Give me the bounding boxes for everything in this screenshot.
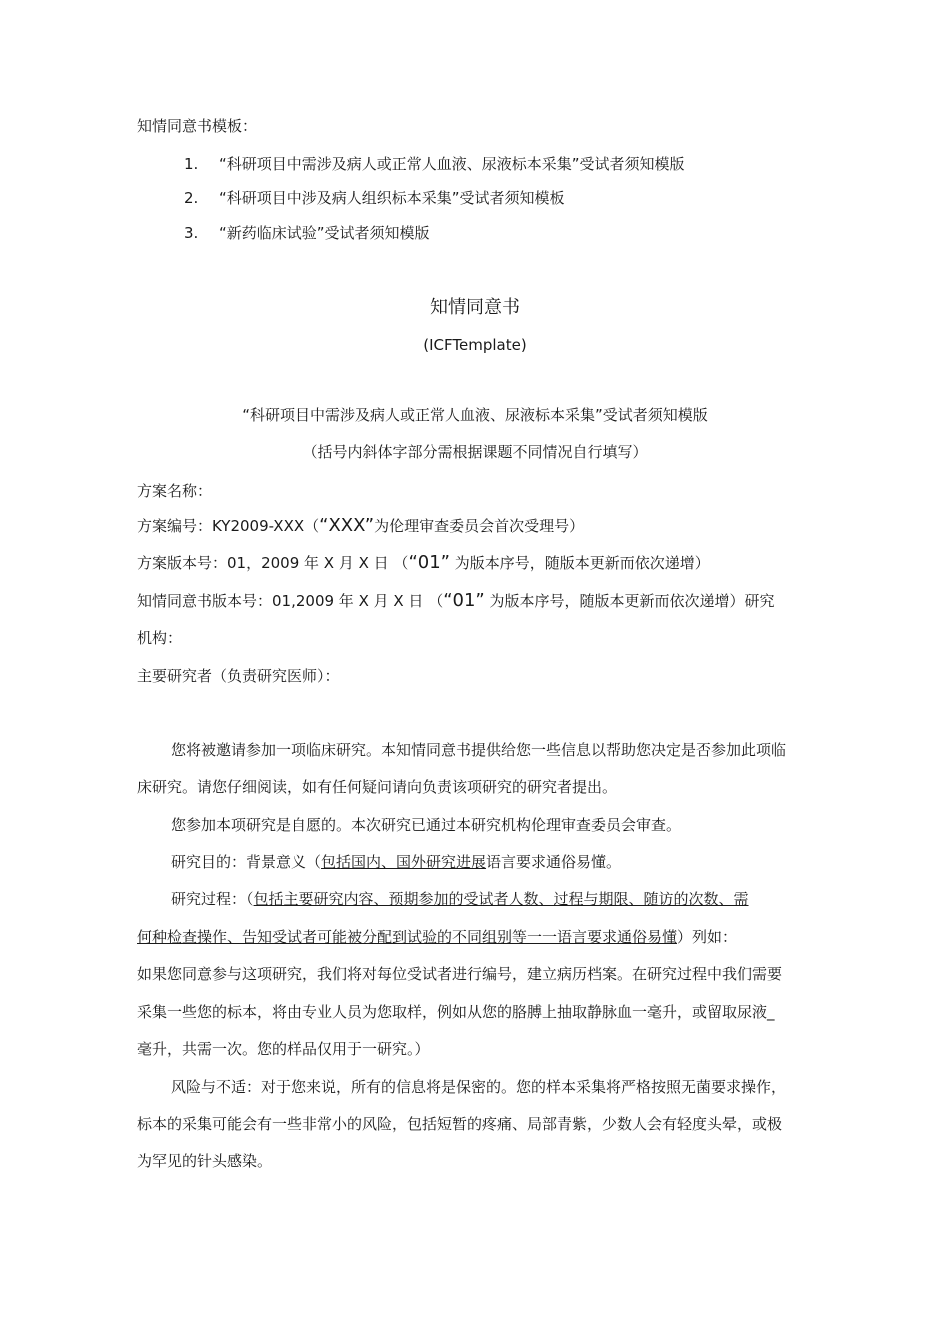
research-process-placeholder: 包括主要研究内容、预期参加的受试者人数、过程与期限、随访的次数、需 — [253, 890, 749, 908]
document-subtitle: (ICFTemplate) — [423, 336, 527, 354]
section-title: “科研项目中需涉及病人或正常人血液、尿液标本采集”受试者须知模版 — [242, 406, 708, 424]
icf-version-note: 为版本序号，随版本更新而依次递增）研究 — [484, 592, 775, 610]
research-purpose-label: 研究目的：背景意义（ — [171, 853, 322, 871]
research-process-cont — [137, 927, 737, 947]
section-note: （括号内斜体字部分需根据课题不同情况自行填写） — [302, 443, 648, 461]
body-paragraph-cont: 毫升，共需一次。您的样品仅用于一研究。） — [137, 1040, 430, 1058]
templates-heading: 知情同意书模板： — [137, 117, 258, 135]
body-paragraph-cont: 如果您同意参与这项研究，我们将对每位受试者进行编号，建立病历档案。在研究过程中我们需要 — [137, 965, 783, 983]
research-process-placeholder-cont: 何种检查操作、告知受试者可能被分配到试验的不同组别等一一语言要求通俗易懂 — [137, 928, 678, 946]
research-process-example-label: ）列如： — [677, 928, 738, 946]
list-item-text: “科研项目中需涉及病人或正常人血液、尿液标本采集”受试者须知模版 — [219, 155, 685, 173]
risk-paragraph: 风险与不适：对于您来说，所有的信息将是保密的。您的样本采集将严格按照无菌要求操作， — [171, 1078, 787, 1096]
research-process-label: 研究过程：（ — [171, 890, 254, 908]
body-paragraph: 您参加本项研究是自愿的。本次研究已通过本研究机构伦理审查委员会审查。 — [171, 816, 682, 834]
document-title: 知情同意书 — [430, 297, 520, 318]
body-paragraph-cont: 床研究。请您仔细阅读，如有任何疑问请向负责该项研究的研究者提出。 — [137, 778, 618, 796]
icf-version-placeholder: “01” — [443, 590, 485, 611]
body-paragraph-cont: 采集一些您的标本，将由专业人员为您取样，例如从您的胳膊上抽取静脉血一毫升，或留取尿液_ — [137, 1003, 775, 1021]
plan-number-label: 方案编号：KY2009-XXX（ — [137, 517, 320, 535]
research-process — [171, 889, 749, 909]
list-item-number: 2. — [184, 189, 199, 207]
plan-number-placeholder: “XXX” — [319, 515, 375, 536]
list-item-number: 1. — [184, 155, 199, 173]
plan-version-note: 为版本序号，随版本更新而依次递增） — [450, 554, 710, 572]
list-item-number: 3. — [184, 224, 199, 242]
body-paragraph: 您将被邀请参加一项临床研究。本知情同意书提供给您一些信息以帮助您决定是否参加此项临 — [171, 741, 787, 759]
research-purpose — [171, 852, 621, 872]
plan-number-field — [137, 516, 584, 536]
risk-paragraph-cont: 为罕见的针头感染。 — [137, 1152, 273, 1170]
plan-number-note: 为伦理审查委员会首次受理号） — [374, 517, 585, 535]
research-purpose-placeholder: 包括国内、国外研究进展 — [321, 853, 487, 871]
icf-version-label: 知情同意书版本号：01,2009 年 X 月 X 日 （ — [137, 592, 444, 610]
plan-version-placeholder: “01” — [408, 552, 450, 573]
icf-version-field — [137, 591, 775, 611]
plan-version-label: 方案版本号：01，2009 年 X 月 X 日 （ — [137, 554, 409, 572]
plan-version-field — [137, 553, 710, 573]
risk-paragraph-cont: 标本的采集可能会有一些非常小的风险，包括短暂的疼痛、局部青紫，少数人会有轻度头晕，或极 — [137, 1115, 783, 1133]
plan-name-field: 方案名称： — [137, 482, 213, 500]
list-item-text: “新药临床试验”受试者须知模版 — [219, 224, 430, 242]
institution-field: 机构： — [137, 629, 183, 647]
principal-investigator-field: 主要研究者（负责研究医师）： — [137, 667, 340, 685]
list-item-text: “科研项目中涉及病人组织标本采集”受试者须知模板 — [219, 189, 565, 207]
research-purpose-note: 语言要求通俗易懂。 — [486, 853, 622, 871]
